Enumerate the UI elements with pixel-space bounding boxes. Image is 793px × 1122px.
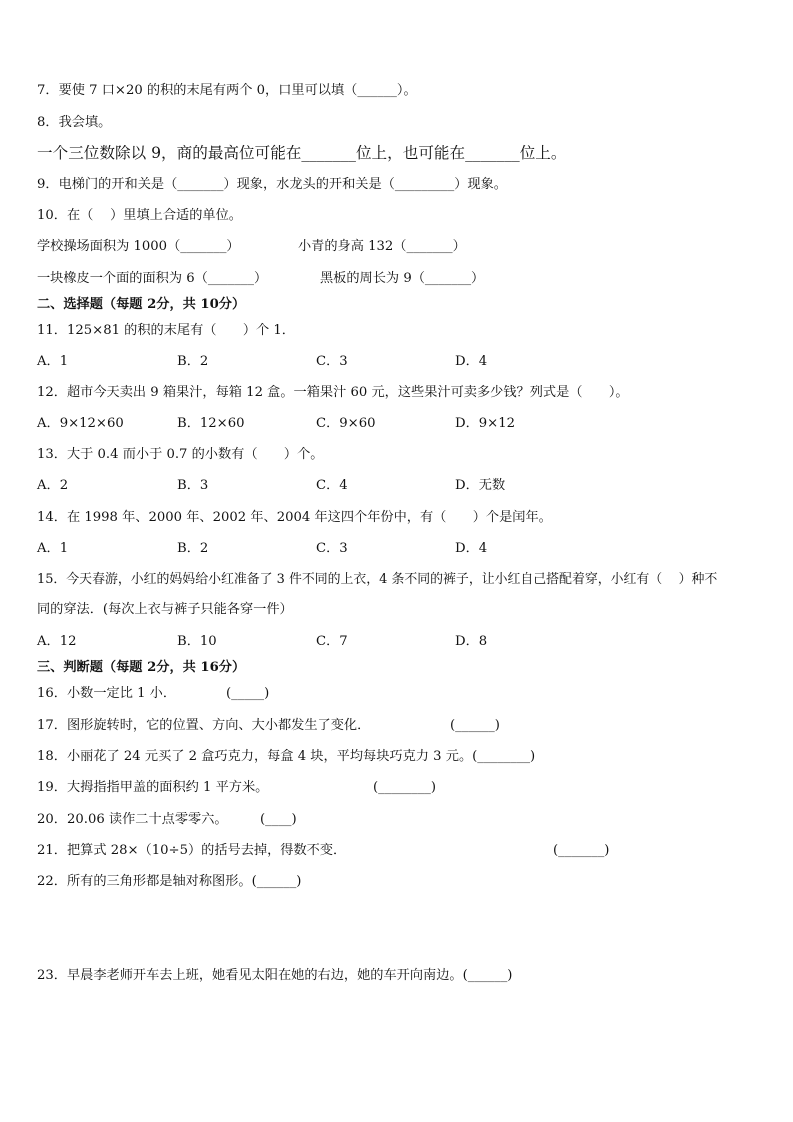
question-21: 21．把算式 28×（10÷5）的括号去掉，得数不变． [37, 843, 347, 858]
answer-blank: (______) [450, 718, 500, 733]
question-16: 16．小数一定比 1 小． [37, 686, 177, 701]
option-d: D．9×12 [455, 416, 515, 431]
option-c: C．4 [316, 478, 348, 493]
question-10-b: 小青的身高 132（_______） [298, 239, 466, 254]
option-d: D．无数 [455, 478, 506, 493]
option-c: C．3 [316, 541, 348, 556]
section-2-heading: 二、选择题（每题 2分，共 10分） [37, 297, 246, 312]
question-15-line2: 同的穿法．(每次上衣与裤子只能各穿一件） [37, 602, 293, 617]
question-23: 23．早晨李老师开车去上班，她看见太阳在她的右边，她的车开向南边。(______) [37, 968, 513, 983]
option-b: B．2 [177, 354, 209, 369]
question-14: 14．在 1998 年、2000 年、2002 年、2004 年这四个年份中，有（ ）个是闰年。 [37, 510, 552, 525]
question-19: 19．大拇指指甲盖的面积约 1 平方米。 [37, 780, 269, 795]
option-c: C．9×60 [316, 416, 376, 431]
question-8-body: 一个三位数除以 9，商的最高位可能在_______位上，也可能在_______位上。 [37, 144, 567, 162]
question-11: 11．125×81 的积的末尾有（ ）个 1． [37, 323, 295, 338]
option-b: B．3 [177, 478, 209, 493]
question-12: 12．超市今天卖出 9 箱果汁，每箱 12 盒。一箱果汁 60 元，这些果汁可卖多少钱？列式是（ ）。 [37, 385, 629, 400]
question-22: 22．所有的三角形都是轴对称图形。(______) [37, 874, 302, 889]
option-a: A．1 [37, 354, 69, 369]
option-a: A．1 [37, 541, 69, 556]
option-c: C．7 [316, 634, 348, 649]
question-20: 20．20.06 读作二十点零零六。 [37, 812, 228, 827]
option-b: B．10 [177, 634, 217, 649]
question-8-title: 8．我会填。 [37, 115, 112, 130]
question-15: 15．今天春游，小红的妈妈给小红准备了 3 件不同的上衣，4 条不同的裤子，让小红自己搭配着穿，小红有（ ）种不 [37, 572, 718, 587]
option-c: C．3 [316, 354, 348, 369]
question-7: 7．要使 7 口×20 的积的末尾有两个 0，口里可以填（______）。 [37, 83, 417, 98]
option-d: D．8 [455, 634, 488, 649]
question-10-a: 学校操场面积为 1000（_______） [37, 239, 240, 254]
option-b: B．2 [177, 541, 209, 556]
answer-blank: (_____) [226, 686, 270, 701]
option-b: B．12×60 [177, 416, 245, 431]
option-d: D．4 [455, 354, 488, 369]
answer-blank: (_______) [553, 843, 610, 858]
section-3-heading: 三、判断题（每题 2分，共 16分） [37, 660, 246, 675]
question-10-c: 一块橡皮一个面的面积为 6（_______） [37, 271, 268, 286]
question-17: 17．图形旋转时，它的位置、方向、大小都发生了变化． [37, 718, 371, 733]
answer-blank: (________) [373, 780, 437, 795]
question-10-title: 10．在（ ）里填上合适的单位。 [37, 208, 242, 223]
question-10-d: 黑板的周长为 9（_______） [320, 271, 485, 286]
question-18: 18．小丽花了 24 元买了 2 盒巧克力，每盒 4 块，平均每块巧克力 3 元。(________) [37, 749, 536, 764]
answer-blank: (____) [260, 812, 297, 827]
option-a: A．9×12×60 [37, 416, 124, 431]
question-13: 13．大于 0.4 而小于 0.7 的小数有（ ）个。 [37, 447, 324, 462]
option-a: A．2 [37, 478, 69, 493]
question-9: 9．电梯门的开和关是（_______）现象，水龙头的开和关是（_________）现象。 [37, 177, 507, 192]
option-d: D．4 [455, 541, 488, 556]
option-a: A．12 [37, 634, 77, 649]
